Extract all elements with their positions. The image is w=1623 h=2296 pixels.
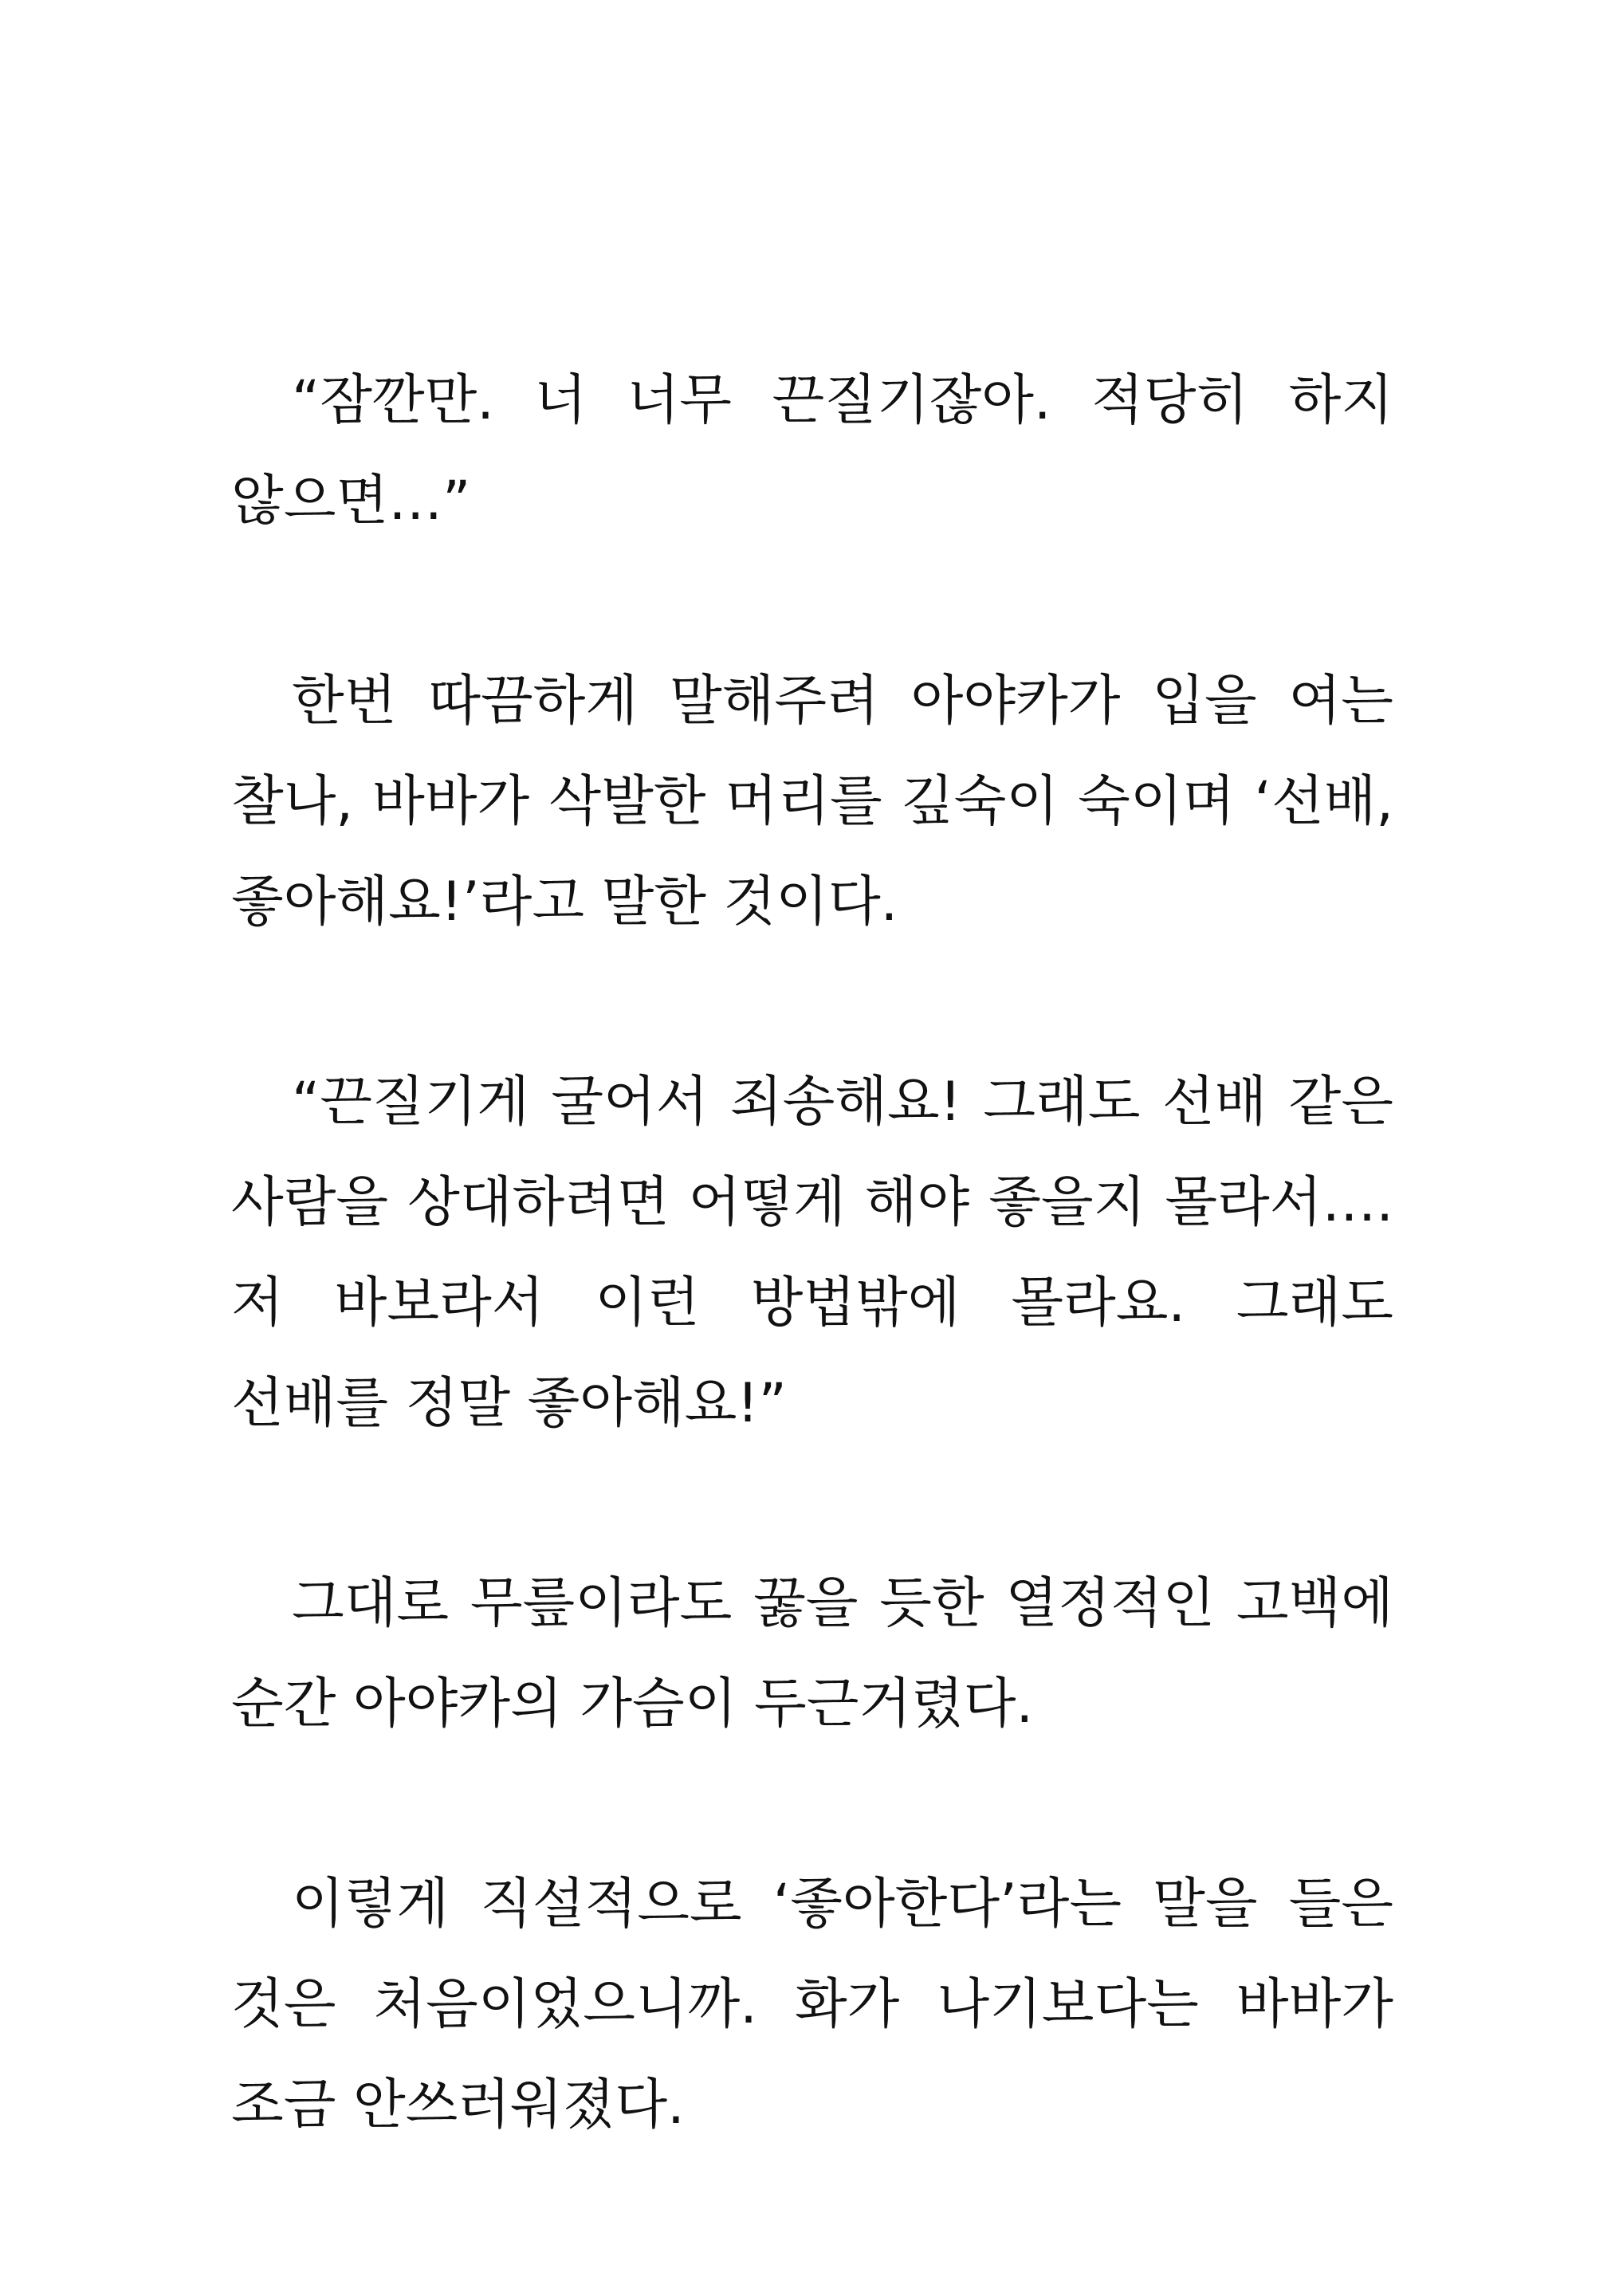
- paragraph-dialogue-2: “끈질기게 굴어서 죄송해요! 그래도 선배 같은 사람을 상대하려면 어떻게 해야 좋을지 몰라서…. 저 바보라서 이런 방법밖에 몰라요. 그래도 선배를 정말 좋아해요!”: [231, 1071, 1393, 1435]
- paragraph-narration-3: 이렇게 직설적으로 ‘좋아한다’라는 말을 들은 것은 처음이었으니까. 화가 나기보다는 바바가 조금 안쓰러워졌다.: [231, 1873, 1393, 2137]
- paragraph-narration-2: 그대로 무릎이라도 꿇을 듯한 열정적인 고백에 순간 아야카의 가슴이 두근거렸다.: [231, 1572, 1393, 1736]
- paragraph-narration-1: 한번 따끔하게 말해주려 아야카가 입을 여는 찰나, 바바가 삭발한 머리를 깊숙이 숙이며 ‘선배, 좋아해요!’라고 말한 것이다.: [231, 670, 1393, 934]
- paragraph-dialogue-1: “잠깐만. 너 너무 끈질기잖아. 적당히 하지 않으면…”: [231, 369, 1393, 533]
